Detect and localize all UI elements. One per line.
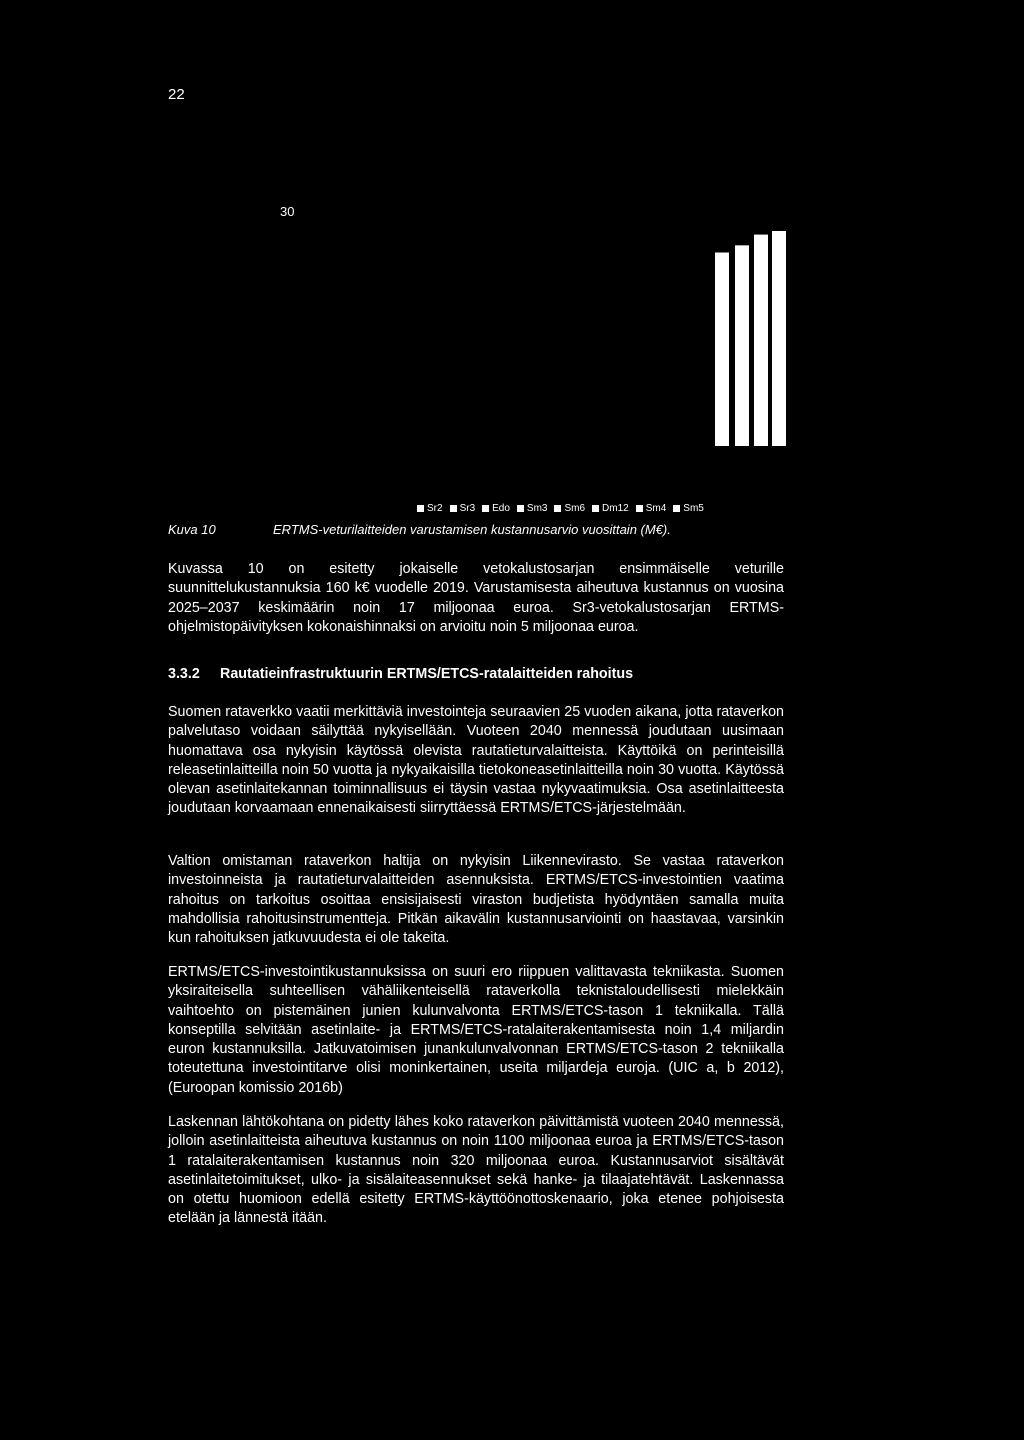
legend-swatch <box>673 505 680 512</box>
legend-item <box>450 503 476 514</box>
chart-bar <box>754 235 768 446</box>
y-tick-label: 30 <box>280 204 295 219</box>
legend-label: Dm12 <box>602 503 629 514</box>
figure-caption <box>168 522 671 537</box>
legend-swatch <box>636 505 643 512</box>
cost-chart <box>260 196 800 526</box>
legend-item <box>554 503 585 514</box>
legend-swatch <box>450 505 457 512</box>
caption-label: Kuva 10 <box>168 522 216 537</box>
chart-bar <box>735 245 749 446</box>
legend-label: Sr2 <box>427 503 443 514</box>
section-number: 3.3.2 <box>168 666 200 682</box>
legend-label: Sr3 <box>459 503 476 514</box>
caption-text: ERTMS-veturilaitteiden varustamisen kustannusarvio vuosittain (M€). <box>273 522 671 537</box>
legend-swatch <box>592 505 599 512</box>
paragraph-1: Kuvassa 10 on esitetty jokaiselle vetokalustosarjan ensimmäiselle veturille suunnittelukustannuksia 160 k€ vuodelle 2019. Varustamisesta aiheutuva kustannus on vuosina 2025–2037 keskimäärin noin 17 miljoonaa euroa. Sr3-vetokalustosarjan ERTMS-ohjelmistopäivityksen kokonaishinnaksi on arvioitu noin 5 miljoonaa euroa. <box>168 561 784 635</box>
chart-legend <box>417 503 704 514</box>
legend-item <box>517 503 548 514</box>
section-title: Rautatieinfrastruktuurin ERTMS/ETCS-ratalaitteiden rahoitus <box>220 666 634 682</box>
section-heading <box>168 666 633 682</box>
legend-item <box>673 503 704 514</box>
legend-label: Sm4 <box>645 503 667 514</box>
paragraph-3: Valtion omistaman rataverkon haltija on nykyisin Liikennevirasto. Se vastaa rataverkon investoinneista ja rautatieturvalaitteiden asennuksista. ERTMS/ETCS-investointien vaatima rahoitus on tarkoitus osoittaa ensisijaisesti viraston budjetista hyödyntäen samalla muita mahdollisia rahoitusinstrumentteja. Pitkän aikavälin kustannusarviointi on haastavaa, varsinkin kun rahoituksen jatkuvuudesta ei ole takeita. <box>168 853 784 947</box>
legend-swatch <box>482 505 489 512</box>
paragraph-4: ERTMS/ETCS-investointikustannuksissa on suuri ero riippuen valittavasta tekniikasta. Suomen yksiraiteisella suhteellisen vähäliikenteisellä rataverkolla teknistaloudellisesti mielekkäin vaihtoehto on pistemäinen junien kulunvalvonta ERTMS/ETCS-tason 1 tekniikalla. Tällä konseptilla selvitään asetinlaite- ja ERTMS/ETCS-ratalaiterakentamisesta noin 1,4 miljardin euron kustannuksilla. Jatkuvatoimisen junankulunvalvonnan ERTMS/ETCS-tason 2 tekniikalla toteutettuna investointitarve olisi moninkertainen, useita miljardeja euroja. (UIC a, b 2012), (Euroopan komissio 2016b) <box>168 964 784 1096</box>
chart-bar <box>715 253 729 447</box>
legend-label: Sm6 <box>564 503 586 514</box>
legend-item <box>482 503 510 514</box>
legend-swatch <box>554 505 561 512</box>
legend-label: Sm5 <box>683 503 704 514</box>
legend-swatch <box>417 505 424 512</box>
chart-svg <box>260 196 800 526</box>
legend-item <box>636 503 667 514</box>
chart-bar <box>772 231 786 446</box>
paragraph-5: Laskennan lähtökohtana on pidetty lähes koko rataverkon päivittämistä vuoteen 2040 mennessä, jolloin asetinlaitteista aiheutuva kustannus on noin 1100 miljoonaa euroa ja ERTMS/ETCS-tason 1 ratalaiterakentamisen kustannus noin 320 miljoonaa euroa. Kustannusarviot sisältävät asetinlaitetoimitukset, ulko- ja sisälaiteasennukset sekä hanke- ja tilaajatehtävät. Laskennassa on otettu huomioon edellä esitetty ERTMS-käyttöönottoskenaario, joka etenee pohjoisesta etelään ja lännestä itään. <box>168 1114 784 1227</box>
legend-item <box>417 503 443 514</box>
paragraph-2: Suomen rataverkko vaatii merkittäviä investointeja seuraavien 25 vuoden aikana, jotta rataverkon palvelutaso voidaan säilyttää nykyisellään. Vuoteen 2040 mennessä joudutaan uusimaan huomattava osa nykyisin käytössä olevista rautatieturvalaitteista. Käyttöikä on perinteisillä releasetinlaitteilla noin 50 vuotta ja nykyaikaisilla tietokoneasetinlaitteilla noin 30 vuotta. Käytössä olevan asetinlaitekannan toiminnallisuus ei täysin vastaa nykyvaatimuksia. Osa asetinlaitteesta joudutaan korvaamaan ennenaikaisesti siirryttäessä ERTMS/ETCS-järjestelmään. <box>168 704 784 817</box>
page-number: 22 <box>168 86 185 103</box>
legend-label: Edo <box>492 503 510 514</box>
legend-label: Sm3 <box>526 503 548 514</box>
legend-swatch <box>517 505 524 512</box>
legend-item <box>592 503 629 514</box>
